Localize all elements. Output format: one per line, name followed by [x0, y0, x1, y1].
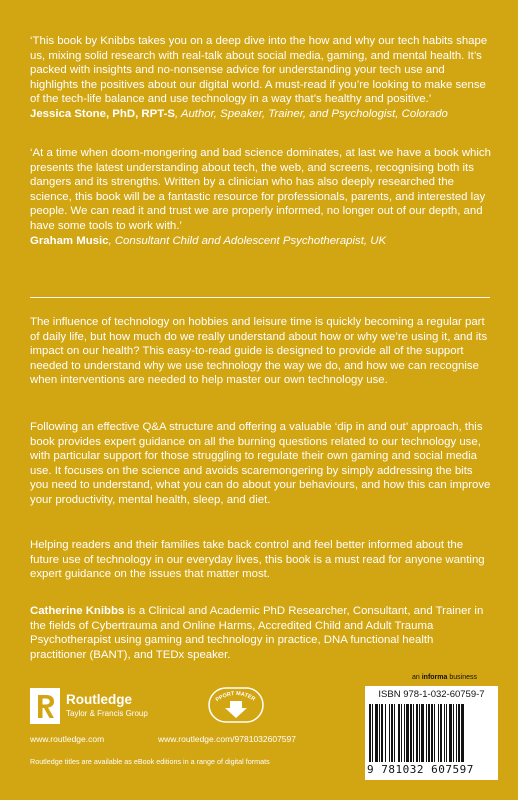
informa-prefix: an [412, 674, 422, 681]
support-badge-label: PPORT MATER [214, 690, 257, 704]
isbn-label: ISBN 978-1-032-60759-7 [378, 689, 485, 700]
author-bio-text: is a Clinical and Academic PhD Researcher, Consultant, and Trainer in the fields of Cybertrauma and Online Harms, Accredited Child and Adult Trauma Psychotherapist using gaming and technology in practice, DNA functional health practitioner (BANT), and TEDx speaker. [30, 605, 484, 661]
blurb-paragraph-3: Helping readers and their families take back control and feel better informed about the future use of technology in our everyday lives, this book is a must read for anyone wanting expert guidance on the issues that matter most. [30, 539, 485, 581]
ebook-footnote: Routledge titles are available as eBook editions in a range of digital formats [30, 757, 270, 766]
divider [30, 297, 490, 298]
barcode-bars-icon [369, 704, 494, 762]
publisher-group: Taylor & Francis Group [66, 709, 148, 718]
informa-business-label [412, 674, 477, 681]
support-material-badge-icon [208, 687, 264, 723]
quote-author-name: Jessica Stone, PhD, RPT-S [30, 107, 175, 120]
routledge-logo-icon [30, 688, 60, 724]
quote-author-role: , Consultant Child and Adolescent Psychotherapist, UK [108, 234, 387, 247]
author-name: Catherine Knibbs [30, 605, 125, 617]
quote-text: ‘At a time when doom-mongering and bad science dominates, at last we have a book which presents the latest understanding about tech, the web, and screens, recognising both its dangers and its strengths. Written by a clinician who has also deeply researched the science, this book will be a fantastic resource for professionals, parents, and interested lay people. We can read it and trust we are properly informed, no longer out of our depth, and have some tools to work with.’ [30, 147, 491, 232]
publisher-block [66, 692, 148, 719]
quote-text: ‘This book by Knibbs takes you on a deep dive into the how and why our tech habits shape us, mixing solid research with real-talk about social media, gaming, and mental health. It’s packed with insights and no-nonsense advice for understanding your tech use and highlights the positives about our digital world. A must-read if you’re looking to make sense of the tech-life balance and use technology in a way that’s healthy and positive.’ [30, 35, 488, 106]
author-bio [30, 604, 492, 662]
blurb-paragraph-1: The influence of technology on hobbies and leisure time is quickly becoming a regular part of daily life, but how much do we really understand about how or why we’re using it, and its impact on our health? This easy-to-read guide is designed to provide all of the support needed to understand why we use technology the way we do, and how we can recognise when interventions are needed to help master our own technology use. [30, 316, 488, 387]
isbn-barcode [365, 686, 498, 780]
barcode-digits: 9 781032 607597 [367, 763, 474, 776]
quote-author-name: Graham Music [30, 234, 109, 247]
svg-text:SUPPORT MATERIAL [208, 687, 256, 703]
publisher-url-link[interactable]: www.routledge.com [30, 734, 105, 744]
quote-author-role: , Author, Speaker, Trainer, and Psychologist, Colorado [174, 107, 448, 120]
endorsement-quote-2 [30, 146, 492, 248]
publisher-name: Routledge [66, 692, 132, 707]
informa-brand: informa [421, 674, 448, 681]
endorsement-quote-1 [30, 34, 492, 122]
informa-suffix: business [447, 674, 477, 681]
support-material-url-link[interactable]: www.routledge.com/9781032607597 [158, 734, 296, 744]
blurb-paragraph-2: Following an effective Q&A structure and offering a valuable ‘dip in and out’ approach, this book provides expert guidance on all the burning questions related to our technology use, with particular support for those struggling to regulate their own gaming and social media use. It focuses on the science and avoids scaremongering by simply addressing the bits you need to understand, what you can do about your behaviours, and how this can improve your productivity, mental health, sleep, and diet. [30, 421, 491, 506]
